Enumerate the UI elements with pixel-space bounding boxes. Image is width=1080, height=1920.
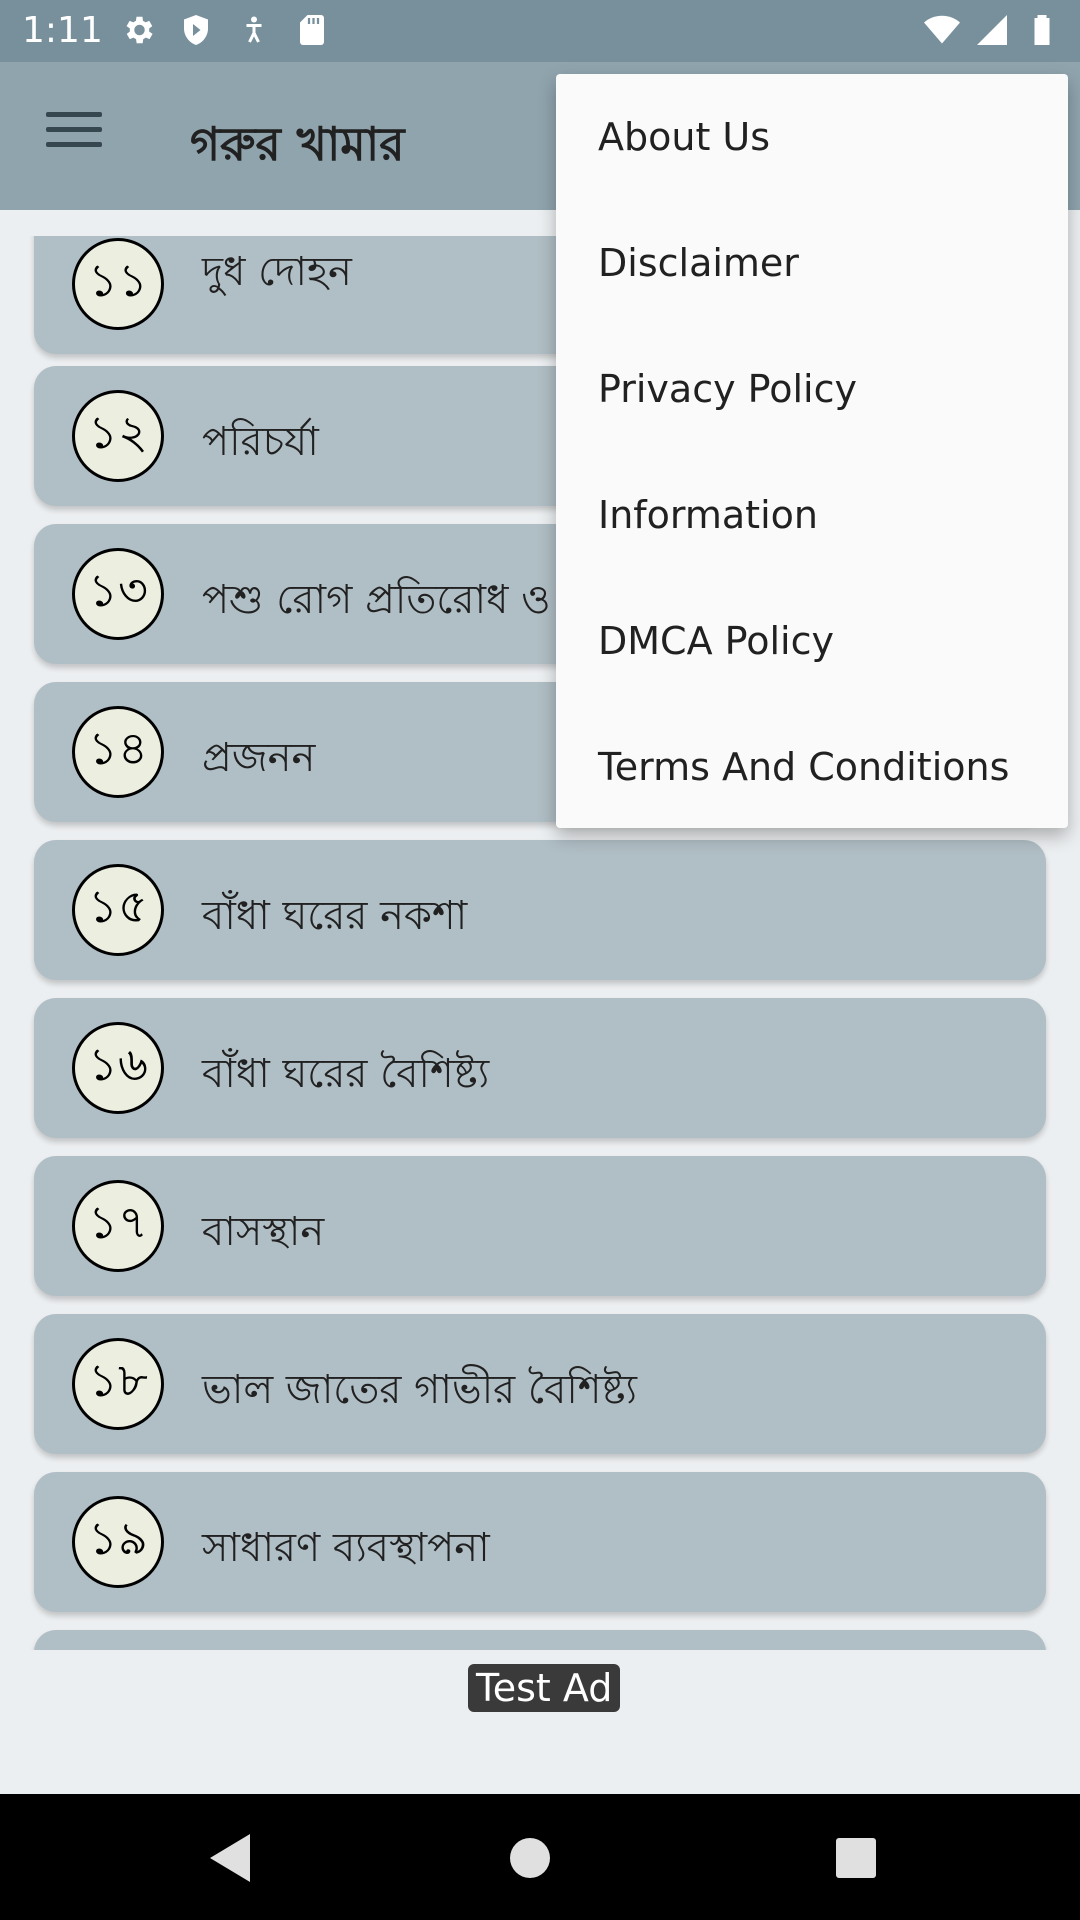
list-item[interactable]: [34, 1472, 1046, 1612]
menu-item-information[interactable]: Information: [598, 493, 818, 537]
list-item[interactable]: [34, 1156, 1046, 1296]
menu-item-disclaimer[interactable]: Disclaimer: [598, 241, 799, 285]
signal-icon: [974, 12, 1010, 48]
battery-icon: [1024, 12, 1060, 48]
list-item[interactable]: [34, 998, 1046, 1138]
menu-item-terms-and-conditions[interactable]: Terms And Conditions: [598, 745, 1010, 789]
item-label: প্রজনন: [202, 735, 316, 781]
item-label: দুধ দোহন: [202, 249, 352, 295]
item-label: পশু রোগ প্রতিরোধ ও: [202, 577, 551, 623]
item-label: পরিচর্যা: [202, 419, 319, 465]
app-title: গরুর খামার: [190, 117, 405, 171]
item-label: ভাল জাতের গাভীর বৈশিষ্ট্য: [202, 1367, 638, 1413]
item-number-badge: ১১: [72, 238, 164, 330]
item-number-badge: ১৭: [72, 1180, 164, 1272]
system-nav-bar: [0, 1794, 1080, 1920]
ad-label[interactable]: Test Ad: [468, 1664, 620, 1712]
status-icons-left: [120, 12, 330, 48]
overflow-menu: [556, 74, 1068, 828]
item-number-badge: ১৬: [72, 1022, 164, 1114]
item-number-badge: ১৫: [72, 864, 164, 956]
item-label: সাধারণ ব্যবস্থাপনা: [202, 1525, 490, 1571]
item-number-badge: ১৩: [72, 548, 164, 640]
item-label: বাসস্থান: [202, 1209, 325, 1255]
back-icon[interactable]: [204, 1830, 256, 1886]
item-label: বাঁধা ঘরের বৈশিষ্ট্য: [202, 1051, 490, 1097]
list-item[interactable]: [34, 1314, 1046, 1454]
list-item-partial[interactable]: [34, 1630, 1046, 1650]
shield-icon: [178, 12, 214, 48]
wifi-icon: [924, 12, 960, 48]
recents-icon[interactable]: [828, 1830, 884, 1886]
item-number-badge: ১২: [72, 390, 164, 482]
item-label: বাঁধা ঘরের নকশা: [202, 893, 468, 939]
item-number-badge: ১৪: [72, 706, 164, 798]
ad-banner[interactable]: [0, 1650, 1080, 1794]
menu-item-privacy-policy[interactable]: Privacy Policy: [598, 367, 857, 411]
hamburger-menu-icon[interactable]: [44, 106, 104, 166]
item-number-badge: ১৯: [72, 1496, 164, 1588]
status-bar: [0, 0, 1080, 62]
status-time: 1:11: [22, 10, 103, 51]
gear-icon: [120, 12, 156, 48]
menu-item-about-us[interactable]: About Us: [598, 115, 771, 159]
status-icons-right: [924, 12, 1060, 48]
list-item[interactable]: [34, 840, 1046, 980]
item-number-badge: ১৮: [72, 1338, 164, 1430]
sd-card-icon: [294, 12, 330, 48]
accessibility-icon: [236, 12, 272, 48]
home-icon[interactable]: [502, 1830, 558, 1886]
menu-item-dmca-policy[interactable]: DMCA Policy: [598, 619, 834, 663]
